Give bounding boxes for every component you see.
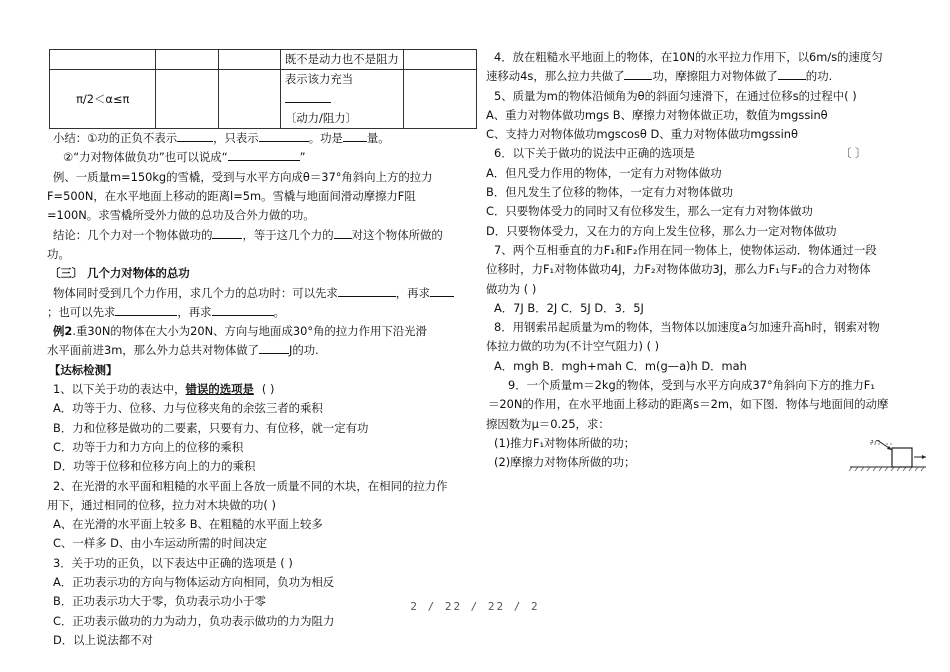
- option: D．功等于位移和位移方向上的力的乘积: [53, 459, 256, 474]
- conclusion-text: 功。: [47, 246, 70, 261]
- question-1: 1、以下关于功的表达中，错误的选项是 ( ): [53, 382, 275, 397]
- option: B．但凡发生了位移的物体，一定有力对物体做功: [486, 185, 734, 200]
- force-diagram: [848, 440, 928, 480]
- question-2: 2、在光滑的水平面和粗糙的水平面上各放一质量不同的木块，在相同的拉力作: [53, 478, 448, 493]
- sub-question: (1)推力F₁对物体所做的功；: [494, 435, 636, 450]
- question-2: 用下，通过相同的位移，拉力对木块做的功( ): [47, 497, 276, 512]
- ground-hatch: [849, 467, 924, 471]
- section-heading: 〔三〕 几个力对物体的总功: [49, 266, 190, 281]
- option: B．力和位移是做功的二要素，只要有力、有位移，就一定有功: [53, 420, 369, 435]
- motion-arrowhead: [922, 455, 926, 459]
- page-number: 2 / 22 / 22 / 2: [410, 600, 540, 613]
- table-cell: 既不是动力也不是阻力: [280, 50, 403, 70]
- option: A、重力对物体做功mgs B、摩擦力对物体做正功，数值为mgssinθ: [486, 107, 828, 122]
- option: A．mgh B．mgh+mah C．m(g—a)h D．mah: [494, 358, 747, 373]
- block: [892, 448, 912, 467]
- option: C、支持力对物体做功mgscosθ D、重力对物体做功mgssinθ: [486, 127, 798, 142]
- option: C．正功表示做功的力为动力，负功表示做功的力为阻力: [53, 613, 335, 628]
- question-9: 擦因数为μ＝0.25，求：: [486, 416, 610, 431]
- option: C．功等于力和力方向上的位移的乘积: [53, 439, 244, 454]
- sub-question: (2)摩擦力对物体所做的功；: [494, 455, 636, 470]
- question-6: 6．以下关于做功的说法中正确的选项是 〔 〕: [494, 146, 867, 161]
- question-3: 3．关于功的正负，以下表达中正确的选项是 ( ): [53, 555, 293, 570]
- question-7: 做功为 ( ): [486, 281, 537, 296]
- question-7: 位移时，力F₁对物体做功4J，力F₂对物体做功3J，那么力F₁与F₂的合力对物体: [486, 262, 871, 277]
- example-text: F=500N，在水平地面上移动的距离l=5m。雪橇与地面间滑动摩擦力F阻: [47, 189, 416, 204]
- total-work-line: 物体同时受到几个力作用，求几个力的总功时：可以先求 ，再求: [47, 284, 477, 303]
- option: A．但凡受力作用的物体，一定有力对物体做功: [486, 165, 722, 180]
- option: B．正功表示功大于零，负功表示功小于零: [53, 594, 266, 609]
- question-4: 4．放在粗糙水平地面上的物体，在10N的水平拉力作用下，以6m/s的速度匀: [494, 50, 883, 64]
- conclusion-line: 结论：几个力对一个物体做功的 ，等于这几个力的 对这个物体所做的: [53, 227, 443, 242]
- option: D．只要物体受力，又在力的方向上发生位移，那么力一定对物体做功: [486, 223, 837, 238]
- question-7: 7、两个互相垂直的力F₁和F₂作用在同一物体上，使物体运动．物体通过一段: [494, 242, 877, 257]
- question-9: 9．一个质量m＝2kg的物体，受到与水平方向成37°角斜向下方的推力F₁: [508, 378, 875, 393]
- option: A．功等于力、位移、力与位移夹角的余弦三者的乘积: [53, 401, 323, 416]
- option: A．7J B．2J C．5J D．3．5J: [494, 300, 644, 315]
- question-4: 速移动4s，那么拉力共做了 功，摩擦阻力对物体做了 的功.: [486, 69, 833, 84]
- example-text: 例、一质量m=150kg的雪橇，受到与水平方向成θ＝37°角斜向上方的拉力: [53, 169, 433, 184]
- table-cell: 表示该力充当 〔动力/阻力〕: [280, 70, 403, 129]
- example-2-line: 水平面前进3m，那么外力总共对物体做了 J的功.: [47, 343, 319, 358]
- angle-label: 37°: [870, 440, 881, 445]
- example-text: =100N。求雪橇所受外力做的总功及合外力做的功。: [47, 208, 315, 223]
- right-column: [486, 48, 906, 473]
- option: A、在光滑的水平面上较多 B、在粗糙的水平面上较多: [53, 517, 323, 532]
- example-2-line: 例2.重30N的物体在大小为20N、方向与地面成30°角的拉力作用下沿光滑: [53, 324, 427, 339]
- test-heading: 【达标检测】: [49, 362, 118, 377]
- summary-line: 小结：①功的正负不表示 ，只表示 。功是 量。: [53, 131, 390, 146]
- total-work-line: ；也可以先求 ，再求 。: [47, 304, 285, 319]
- left-column: [47, 0, 477, 650]
- option: D．以上说法都不对: [53, 632, 153, 647]
- question-9: ＝20N的作用，在水平地面上移动的距离s＝2m，如下图．物体与地面间的动摩: [488, 397, 889, 412]
- table-cell: π/2＜α≤π: [50, 70, 156, 129]
- option: C、一样多 D、由小车运动所需的时间决定: [53, 536, 267, 551]
- option: C．只要物体受力的同时又有位移发生，那么一定有力对物体做功: [486, 204, 813, 219]
- question-8: 8．用钢索吊起质量为m的物体，当物体以加速度a匀加速升高h时，钢索对物: [494, 320, 880, 335]
- sign-table: [49, 49, 477, 129]
- option: A．正功表示功的方向与物体运动方向相同，负功为相反: [53, 575, 335, 590]
- question-8: 体拉力做的功为(不计空气阻力) ( ): [486, 339, 660, 354]
- question-5: 5、质量为m的物体沿倾角为θ的斜面匀速滑下，在通过位移s的过程中( ): [494, 88, 857, 103]
- negative-work-line: ②“力对物体做负功”也可以说成“ ”: [63, 150, 306, 165]
